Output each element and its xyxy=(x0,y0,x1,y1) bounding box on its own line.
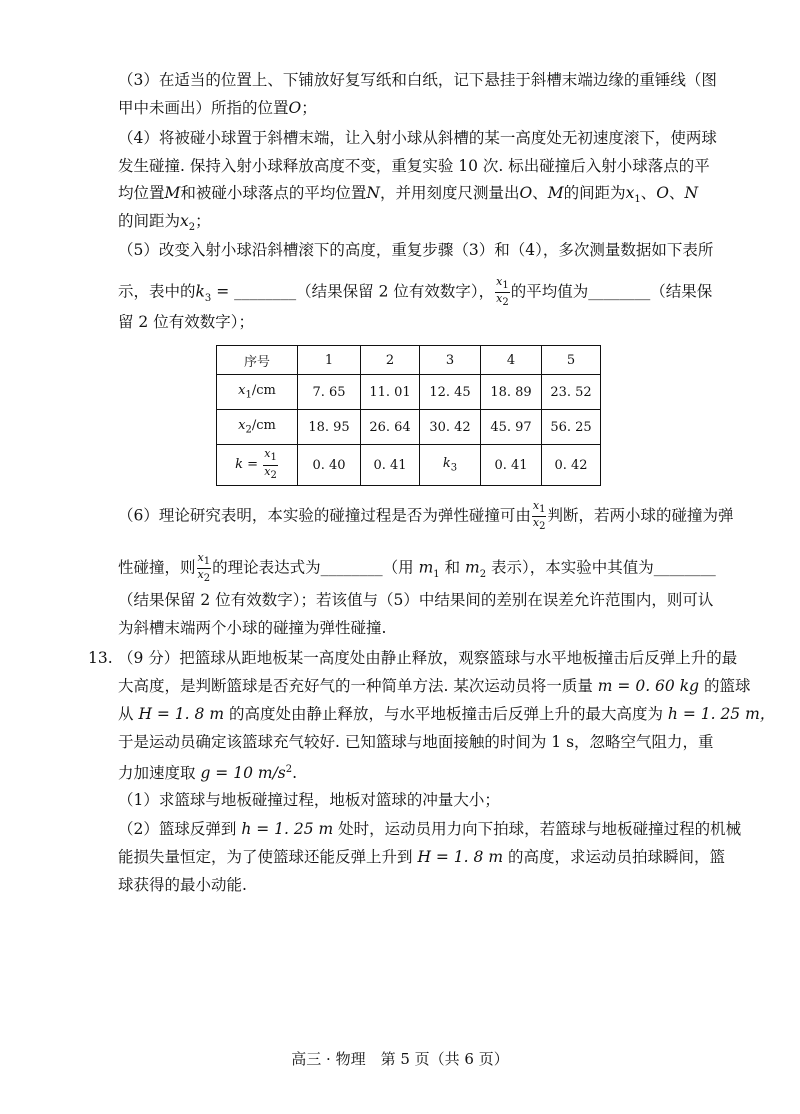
table-row-x2 xyxy=(217,410,601,445)
subscript: 2 xyxy=(479,568,487,580)
page-footer: 高三 · 物理 第 5 页（共 6 页） xyxy=(291,1050,509,1068)
text: . xyxy=(292,764,298,783)
var-x: x xyxy=(264,464,271,478)
step5-line1: （5）改变入射小球沿斜槽滚下的高度，重复步骤（3）和（4），多次测量数据如下表所 xyxy=(118,241,714,259)
text: 处时，运动员用力向下拍球，若篮球与地板碰撞过程的机械 xyxy=(338,820,742,838)
subscript: 1 xyxy=(539,504,546,516)
table-row-k xyxy=(217,445,601,486)
text: 的高度，求运动员拍球瞬间，篮 xyxy=(507,848,725,866)
text: 的高度处由静止释放，与水平地板撞击后反弹上升的最大高度为 xyxy=(228,705,663,723)
step6-line2 xyxy=(118,552,716,585)
q13-part2-line3: 球获得的最小动能. xyxy=(118,876,247,894)
step6-line3: （结果保留 2 位有效数字）；若该值与（5）中结果间的差别在误差允许范围内，则可认 xyxy=(118,591,714,609)
subscript: 1 xyxy=(634,194,641,206)
step4-line4 xyxy=(118,211,211,238)
table-cell: 18. 89 xyxy=(481,375,542,410)
subscript: 2 xyxy=(245,424,252,436)
table-cell: 7. 65 xyxy=(298,375,361,410)
text: 的间距为 xyxy=(118,212,181,230)
q13-line4: 于是运动员确定该篮球充气较好. 已知篮球与地面接触的时间为 1 s，忽略空气阻力，重 xyxy=(118,733,714,751)
height-h: h = 1. 25 m xyxy=(241,820,334,838)
fraction-x1-x2 xyxy=(197,552,212,585)
height-h: h = 1. 25 m， xyxy=(667,705,776,723)
unit: /cm xyxy=(251,418,276,434)
text: = ________（结果保留 2 位有效数字）， xyxy=(211,282,495,301)
table-cell: 56. 25 xyxy=(542,410,601,445)
subscript: 3 xyxy=(204,292,212,304)
height-H: H = 1. 8 m xyxy=(417,848,504,866)
text: 和被碰小球落点的平均位置 xyxy=(180,184,367,202)
height-H: H = 1. 8 m xyxy=(138,705,225,723)
var-M: M xyxy=(547,184,564,202)
q13-part1: （1）求篮球与地板碰撞过程，地板对篮球的冲量大小； xyxy=(118,791,500,809)
q13-line5 xyxy=(118,760,297,783)
var-M: M xyxy=(164,184,181,202)
var-O: O xyxy=(519,184,533,202)
table-cell: 0. 41 xyxy=(481,445,542,486)
text: 判断，若两小球的碰撞为弹 xyxy=(547,506,734,525)
var-x: x xyxy=(238,383,246,399)
frac-num xyxy=(532,500,547,517)
step4-line2: 发生碰撞. 保持入射小球释放高度不变，重复实验 10 次. 标出碰撞后入射小球落点的平 xyxy=(118,157,710,175)
unit: /cm xyxy=(251,383,276,399)
mass-value: m = 0. 60 kg xyxy=(597,677,700,695)
var-x: x xyxy=(496,275,503,288)
step6-line1 xyxy=(118,500,733,533)
text: 的理论表达式为________（用 xyxy=(212,558,414,577)
table-row-x1 xyxy=(217,375,601,410)
table-cell: 12. 45 xyxy=(420,375,481,410)
row-label xyxy=(217,445,298,486)
header-cell: 3 xyxy=(420,346,481,375)
text: 甲中未画出）所指的位置 xyxy=(118,99,289,117)
fraction-x1-x2 xyxy=(532,500,547,533)
text: 示，表中的 xyxy=(118,282,196,301)
q13-part2-line1 xyxy=(118,819,741,839)
var-x: x xyxy=(238,418,246,434)
step3-line1: （3）在适当的位置上、下铺放好复写纸和白纸，记下悬挂于斜槽末端边缘的重锤线（图 xyxy=(118,71,717,89)
table-cell: 30. 42 xyxy=(420,410,481,445)
var-x: x xyxy=(264,447,271,461)
subscript: 3 xyxy=(450,462,458,474)
q13-number: 13. xyxy=(88,649,113,667)
row-label xyxy=(217,375,298,410)
subscript: 1 xyxy=(203,556,211,568)
q13-line1: （9 分）把篮球从距地板某一高度处由静止释放，观察篮球与水平地板撞击后反弹上升的最 xyxy=(118,649,738,667)
gravity-value: g = 10 m/s xyxy=(200,764,286,783)
subscript: 1 xyxy=(245,389,252,401)
text: 和 xyxy=(444,558,461,577)
frac-den xyxy=(197,569,212,585)
fraction-x1-x2 xyxy=(263,448,278,481)
text: （2）篮球反弹到 xyxy=(118,820,237,838)
q13-part2-line2 xyxy=(118,847,725,867)
var-N: N xyxy=(366,184,380,202)
step3-line2 xyxy=(118,98,317,118)
row-label xyxy=(217,410,298,445)
var-k: k xyxy=(442,456,451,472)
text: 力加速度取 xyxy=(118,764,196,783)
frac-num xyxy=(197,552,212,569)
subscript: 2 xyxy=(188,222,196,234)
fraction-x1-x2 xyxy=(495,276,510,309)
step6-line4: 为斜槽末端两个小球的碰撞为弹性碰撞. xyxy=(118,619,387,637)
q13-line2 xyxy=(118,676,750,696)
header-cell: 1 xyxy=(298,346,361,375)
var-k: k xyxy=(195,282,205,301)
text: 能损失量恒定，为了使篮球还能反弹上升到 xyxy=(118,848,413,866)
frac-den xyxy=(532,517,547,533)
text: ； xyxy=(195,212,211,230)
var-N: N xyxy=(684,184,699,202)
subscript: 1 xyxy=(502,280,509,292)
text: 的篮球 xyxy=(703,677,751,695)
table-cell: 26. 64 xyxy=(361,410,420,445)
var-O: O xyxy=(656,184,669,202)
frac-num xyxy=(263,448,278,465)
text: ； xyxy=(301,99,317,117)
subscript: 2 xyxy=(539,521,546,533)
text: ，并用刻度尺测量出 xyxy=(379,184,520,202)
table-cell: 0. 42 xyxy=(542,445,601,486)
text: 的平均值为________（结果保 xyxy=(510,282,713,301)
subscript: 2 xyxy=(270,469,277,481)
table-header-row xyxy=(217,346,601,375)
data-table xyxy=(216,345,601,486)
var-O: O xyxy=(288,99,302,117)
var-x: x xyxy=(197,551,204,564)
text: 、 xyxy=(532,184,548,202)
header-cell: 4 xyxy=(481,346,542,375)
table-cell xyxy=(420,445,481,486)
step4-line3 xyxy=(118,183,698,210)
superscript: 2 xyxy=(285,764,293,775)
table-cell: 11. 01 xyxy=(361,375,420,410)
subscript: 2 xyxy=(502,297,509,309)
var-x: x xyxy=(180,212,189,230)
table-cell: 0. 41 xyxy=(361,445,420,486)
var-m: m xyxy=(418,558,434,577)
text: 大高度，是判断篮球是否充好气的一种简单方法. 某次运动员将一质量 xyxy=(118,677,593,695)
text: 均位置 xyxy=(118,184,165,202)
table-cell: 0. 40 xyxy=(298,445,361,486)
subscript: 1 xyxy=(433,568,440,580)
var-x: x xyxy=(496,292,503,306)
var-x: x xyxy=(197,568,204,582)
var-x: x xyxy=(532,516,540,530)
text: 表示），本实验中其值为________ xyxy=(491,558,716,577)
text: 的间距为 xyxy=(563,184,626,202)
text: 、 xyxy=(640,184,657,202)
table-cell: 18. 95 xyxy=(298,410,361,445)
table-cell: 45. 97 xyxy=(481,410,542,445)
step4-line1: （4）将被碰小球置于斜槽末端，让入射小球从斜槽的某一高度处无初速度滚下，使两球 xyxy=(118,129,717,147)
header-cell: 5 xyxy=(542,346,601,375)
var-k: k = xyxy=(235,457,259,473)
text: 、 xyxy=(668,184,685,202)
var-m: m xyxy=(465,558,480,577)
text: 性碰撞，则 xyxy=(118,558,196,577)
var-x: x xyxy=(532,499,540,512)
step5-line2 xyxy=(118,276,712,309)
var-x: x xyxy=(625,184,635,202)
step5-line3: 留 2 位有效数字）； xyxy=(118,313,254,331)
subscript: 2 xyxy=(203,573,211,585)
frac-den xyxy=(495,293,510,309)
q13-line3 xyxy=(118,704,775,724)
frac-num xyxy=(495,276,510,293)
frac-den xyxy=(263,466,278,482)
header-cell: 序号 xyxy=(217,346,298,375)
table-cell: 23. 52 xyxy=(542,375,601,410)
subscript: 1 xyxy=(270,452,277,464)
text: 从 xyxy=(118,705,134,723)
text: （6）理论研究表明，本实验的碰撞过程是否为弹性碰撞可由 xyxy=(118,506,531,525)
header-cell: 2 xyxy=(361,346,420,375)
